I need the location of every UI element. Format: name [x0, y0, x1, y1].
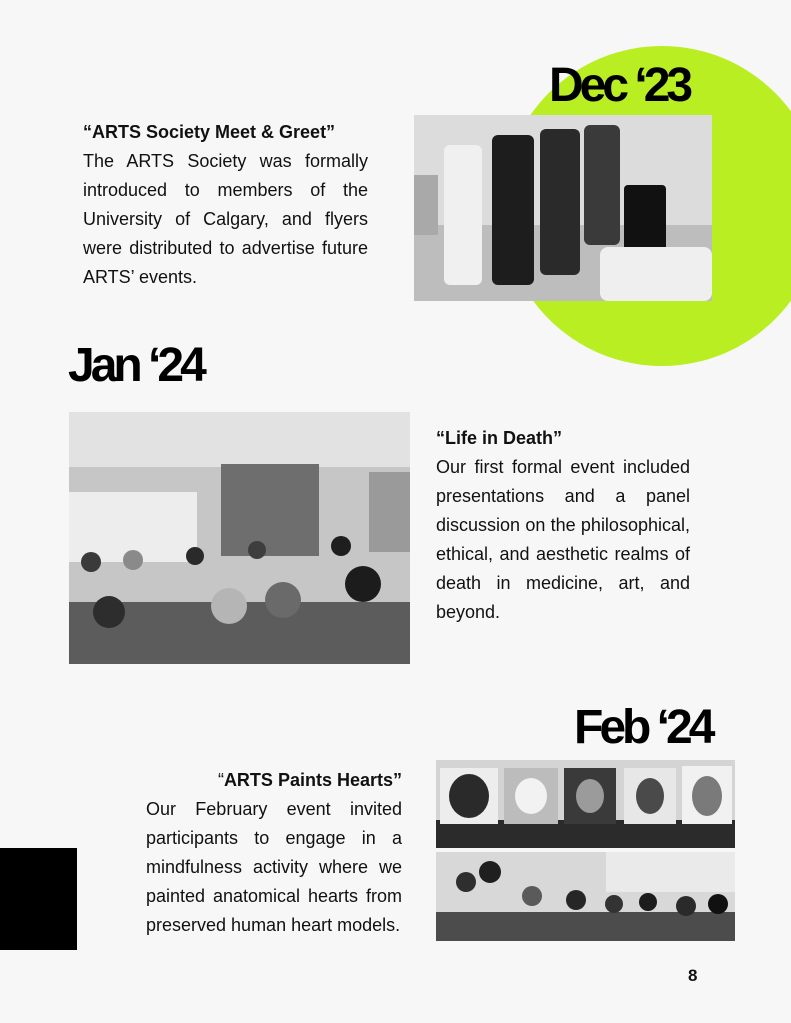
month-heading-dec: Dec ‘23	[549, 59, 690, 112]
event-title: “ARTS Society Meet & Greet”	[83, 122, 336, 142]
event-block-life-in-death	[436, 424, 690, 627]
painted-hearts-photo	[436, 760, 735, 848]
event-title-text: ARTS Paints Hearts”	[223, 770, 402, 790]
event-title: “Life in Death”	[436, 428, 563, 448]
event-description: The ARTS Society was formally introduced to members of the University of Calgary, and flyers were distributed to advertise future ARTS’ events.	[83, 151, 368, 287]
event-description: Our first formal event included presentations and a panel discussion on the philosophical, ethical, and aesthetic realms of death in medicine, art, and beyond.	[436, 457, 690, 622]
paint-bottles-photo	[414, 115, 712, 301]
decorative-black-block	[0, 848, 77, 950]
painting-activity-photo	[436, 852, 735, 941]
month-heading-feb: Feb ‘24	[574, 701, 712, 754]
month-heading-jan: Jan ‘24	[68, 339, 203, 392]
panel-discussion-photo	[69, 412, 410, 664]
event-title	[146, 766, 402, 795]
event-block-paints-hearts	[146, 766, 402, 940]
page-number: 8	[688, 966, 698, 985]
event-block-meet-greet	[83, 118, 368, 292]
event-description: Our February event invited participants to engage in a mindfulness activity where we painted anatomical hearts from preserved human heart models.	[146, 799, 402, 935]
title-open-quote: “	[217, 770, 224, 790]
